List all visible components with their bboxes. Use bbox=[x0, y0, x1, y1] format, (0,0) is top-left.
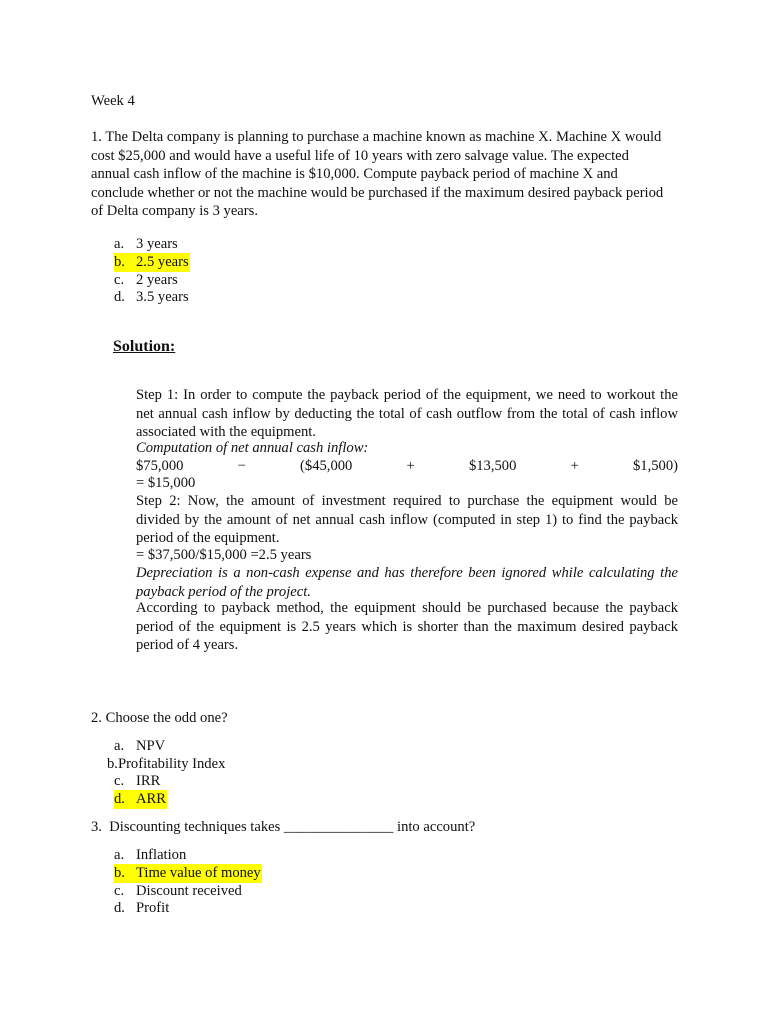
conclusion-text: According to payback method, the equipment should be purchased because the payback period of the equipment is 2.5 years which is shorter than the maximum desired payback period of 4 years. bbox=[136, 600, 678, 653]
question-3-text: 3. Discounting techniques takes _______________ into account? bbox=[91, 819, 476, 835]
option-letter: a. bbox=[114, 847, 125, 863]
option-letter: d. bbox=[114, 289, 125, 305]
option-text: Inflation bbox=[136, 847, 187, 863]
step-2-result: = $37,500/$15,000 =2.5 years bbox=[136, 547, 312, 563]
question-2-text: 2. Choose the odd one? bbox=[91, 710, 228, 726]
option-text: 3.5 years bbox=[136, 289, 189, 305]
option-text: Time value of money bbox=[136, 865, 261, 881]
solution-step-1: Step 1: In order to compute the payback period of the equipment, we need to workout the net annual cash inflow by deducting the total of cash outflow from the total of cash inflow associated with the equipment. bbox=[136, 387, 678, 440]
plus-sign: + bbox=[570, 458, 579, 474]
cash-value-2: $13,500 bbox=[468, 458, 517, 474]
option-letter: b. bbox=[114, 865, 125, 881]
option-text: Profitability Index bbox=[117, 756, 226, 772]
solution-step-2: Step 2: Now, the amount of investment required to purchase the equipment would be divided by the amount of net annual cash inflow (computed in step 1) to find the payback period of the equipment. bbox=[136, 493, 678, 546]
option-text: NPV bbox=[136, 738, 166, 754]
q2-option-d-highlighted bbox=[114, 790, 167, 809]
cash-inflow-value: $75,000 bbox=[136, 458, 184, 474]
week-title: Week 4 bbox=[91, 93, 135, 109]
option-letter: b. bbox=[114, 254, 125, 270]
q1-option-a bbox=[114, 235, 178, 254]
cash-value-3: $1,500) bbox=[633, 458, 678, 474]
option-letter: d. bbox=[114, 900, 125, 916]
q2-option-c bbox=[114, 772, 160, 791]
option-letter: d. bbox=[114, 791, 125, 807]
cash-flow-result: = $15,000 bbox=[136, 475, 196, 491]
option-letter: c. bbox=[114, 773, 125, 789]
q3-option-b-highlighted bbox=[114, 864, 262, 883]
question-1-text: 1. The Delta company is planning to purchase a machine known as machine X. Machine X would cost $25,000 and would have a useful life of 10 years with zero salvage value. The expected annual cash inflow of the machine is $10,000. Compute payback period of machine X and conclude whether or not the machine would be purchased if the maximum desired payback period of Delta company is 3 years. bbox=[91, 129, 664, 219]
q1-option-c bbox=[114, 271, 178, 290]
option-letter: c. bbox=[114, 272, 125, 288]
cash-flow-computation-row bbox=[136, 457, 678, 476]
option-letter: a. bbox=[114, 738, 125, 754]
option-text: Profit bbox=[136, 900, 170, 916]
option-text: 2.5 years bbox=[136, 254, 189, 270]
option-text: Discount received bbox=[136, 883, 242, 899]
option-text: ARR bbox=[136, 791, 167, 807]
option-text: 3 years bbox=[136, 236, 178, 252]
cash-outflow-value: ($45,000 bbox=[300, 458, 353, 474]
option-letter: c. bbox=[114, 883, 125, 899]
q1-option-d bbox=[114, 288, 189, 307]
option-letter: b. bbox=[107, 756, 118, 772]
q2-option-a bbox=[114, 737, 165, 756]
computation-title: Computation of net annual cash inflow: bbox=[136, 440, 369, 456]
option-text: IRR bbox=[136, 773, 161, 789]
plus-sign: + bbox=[406, 458, 415, 474]
q3-option-d bbox=[114, 899, 169, 918]
option-text: 2 years bbox=[136, 272, 178, 288]
depreciation-note: Depreciation is a non-cash expense and has therefore been ignored while calculating the payback period of the project. bbox=[136, 565, 678, 600]
minus-sign: − bbox=[237, 458, 246, 474]
q1-option-b-highlighted bbox=[114, 253, 190, 272]
q3-option-c bbox=[114, 882, 242, 901]
q3-option-a bbox=[114, 846, 186, 865]
solution-heading: Solution: bbox=[113, 338, 176, 355]
option-letter: a. bbox=[114, 236, 125, 252]
q2-option-b bbox=[107, 755, 225, 774]
